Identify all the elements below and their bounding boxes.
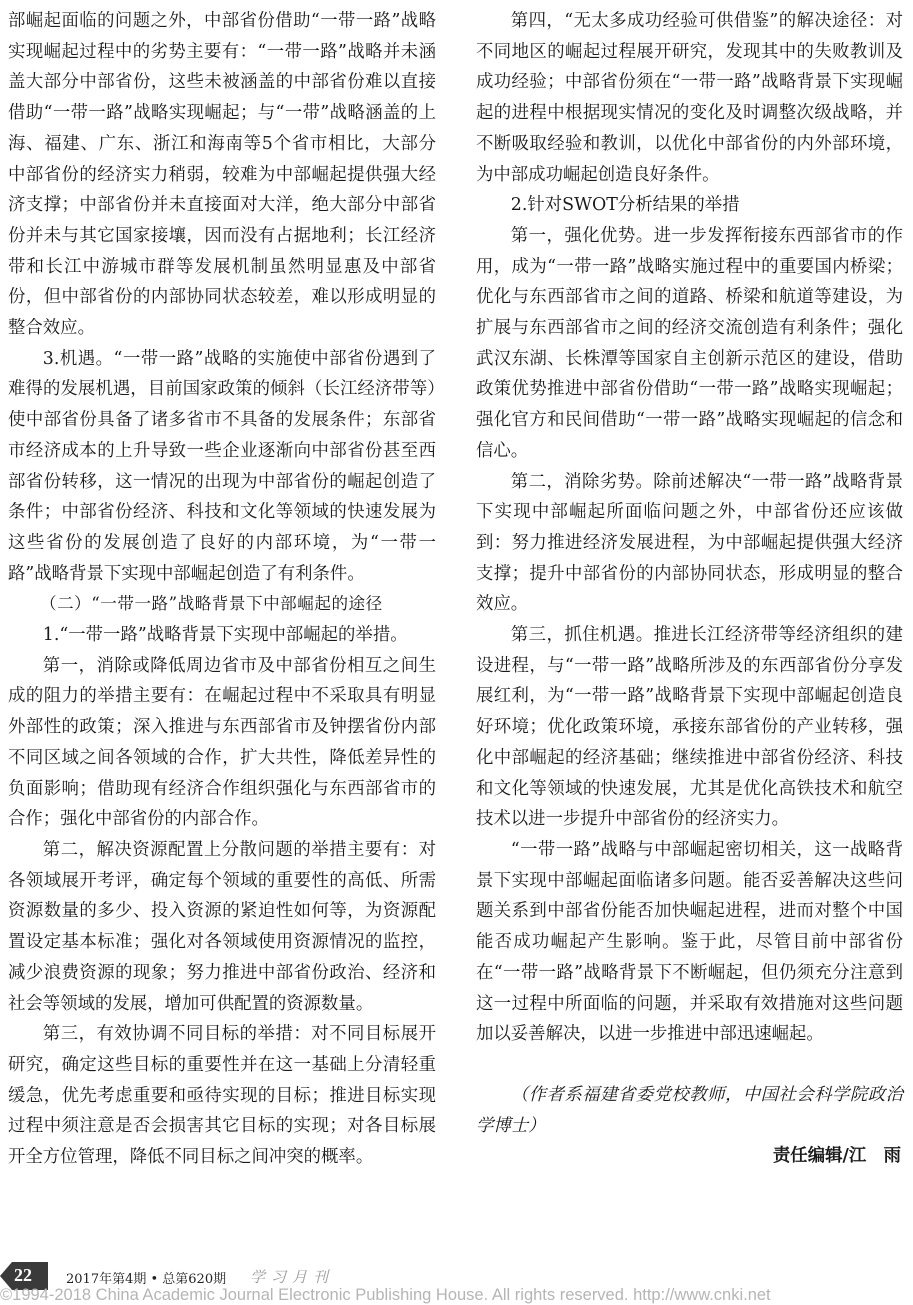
page-footer — [0, 1262, 913, 1304]
body-paragraph: 第二，消除劣势。除前述解决“一带一路”战略背景下实现中部崛起所面临问题之外，中部省份还应该做到：努力推进经济发展进程，为中部崛起提供强大经济支撑；提升中部省份的内部协同状态，形成明显的整合效应。 — [476, 471, 903, 615]
page-number: 22 — [14, 1265, 32, 1285]
right-column — [476, 6, 903, 1172]
body-paragraph: “一带一路”战略与中部崛起密切相关，这一战略背景下实现中部崛起面临诸多问题。能否妥善解决这些问题关系到中部省份能否加快崛起进程，进而对整个中国能否成功崛起产生影响。鉴于此，尽管目前中部省份在“一带一路”战略背景下不断崛起，但仍须充分注意到这一过程中所面临的问题，并采取有效措施对这些问题加以妥善解决，以进一步推进中部迅速崛起。 — [476, 839, 903, 1045]
subsection-heading: 1.“一带一路”战略背景下实现中部崛起的举措。 — [42, 625, 408, 646]
magazine-name: 学习月刊 — [250, 1268, 335, 1286]
body-paragraph: 第二，解决资源配置上分散问题的举措主要有：对各领域展开考评，确定每个领域的重要性的高低、所需资源数量的多少、投入资源的紧迫性如何等，为资源配置设定基本标准；强化对各领域使用资源情况的监控，减少浪费资源的现象；努力推进中部省份政治、经济和社会等领域的发展，增加可供配置的资源数量。 — [8, 839, 436, 1014]
body-paragraph: 第三，抓住机遇。推进长江经济带等经济组织的建设进程，与“一带一路”战略所涉及的东西部省份分享发展红利，为“一带一路”战略背景下实现中部崛起创造良好环境；优化政策环境，承接东部省份的产业转移，强化中部崛起的经济基础；继续推进中部省份经济、科技和文化等领域的快速发展，尤其是优化高铁技术和航空技术以进一步提升中部省份的经济实力。 — [476, 625, 903, 830]
body-paragraph: 部崛起面临的问题之外，中部省份借助“一带一路”战略实现崛起过程中的劣势主要有：“一带一路”战略并未涵盖大部分中部省份，这些未被涵盖的中部省份难以直接借助“一带一路”战略实现崛起；与“一带”战略涵盖的上海、福建、广东、浙江和海南等5个省市相比，大部分中部省份的经济实力稍弱，较难为中部崛起提供强大经济支撑；中部省份并未直接面对大洋，绝大部分中部省份并未与其它国家接壤，因而没有占据地利；长江经济带和长江中游城市群等发展机制虽然明显惠及中部省份，但中部省份的内部协同状态较差，难以形成明显的整合效应。 — [8, 11, 436, 339]
body-paragraph: 第一，强化优势。进一步发挥衔接东西部省市的作用，成为“一带一路”战略实施过程中的重要国内桥梁；优化与东西部省市之间的道路、桥梁和航道等建设，为扩展与东西部省市之间的经济交流创造有利条件；强化武汉东湖、长株潭等国家自主创新示范区的建设，借助政策优势推进中部省份借助“一带一路”战略实现崛起；强化官方和民间借助“一带一路”战略实现崛起的信念和信心。 — [476, 225, 903, 461]
responsible-editor: 责任编辑/江 雨 — [772, 1146, 901, 1167]
issue-info: 2017年第4期 • 总第620期 — [66, 1272, 227, 1287]
body-paragraph: 3.机遇。“一带一路”战略的实施使中部省份遇到了难得的发展机遇，目前国家政策的倾斜（长江经济带等）使中部省份具备了诸多省市不具备的发展条件；东部省市经济成本的上升导致一些企业逐渐向中部省份甚至西部省份转移，这一情况的出现为中部省份的崛起创造了条件；中部省份经济、科技和文化等领域的快速发展为这些省份的发展创造了良好的内部环境，为“一带一路”战略背景下实现中部崛起创造了有利条件。 — [8, 348, 436, 584]
body-paragraph: 第一，消除或降低周边省市及中部省份相互之间生成的阻力的举措主要有：在崛起过程中不采取具有明显外部性的政策；深入推进与东西部省市及钟摆省份内部不同区域之间各领域的合作，扩大共性，降低差异性的负面影响；借助现有经济合作组织强化与东西部省市的合作；强化中部省份的内部合作。 — [8, 655, 436, 830]
left-column — [8, 6, 436, 1173]
section-heading: （二）“一带一路”战略背景下中部崛起的途径 — [40, 594, 383, 614]
copyright-watermark: ©1994-2018 China Academic Journal Electronic Publishing House. All rights reserved. http://www.cnki.net — [0, 1286, 771, 1304]
subsection-heading: 2.针对SWOT分析结果的举措 — [510, 195, 740, 216]
author-note: （作者系福建省委党校教师，中国社会科学院政治学博士） — [476, 1084, 903, 1136]
body-paragraph: 第四，“无太多成功经验可供借鉴”的解决途径：对不同地区的崛起过程展开研究，发现其中的失败教训及成功经验；中部省份须在“一带一路”战略背景下实现崛起的进程中根据现实情况的变化及时调整次级战略，并不断吸取经验和教训，以优化中部省份的内外部环境，为中部成功崛起创造良好条件。 — [476, 11, 903, 185]
body-paragraph: 第三，有效协调不同目标的举措：对不同目标展开研究，确定这些目标的重要性并在这一基础上分清轻重缓急，优先考虑重要和亟待实现的目标；推进目标实现过程中须注意是否会损害其它目标的实现；对各目标展开全方位管理，降低不同目标之间冲突的概率。 — [8, 1024, 436, 1168]
